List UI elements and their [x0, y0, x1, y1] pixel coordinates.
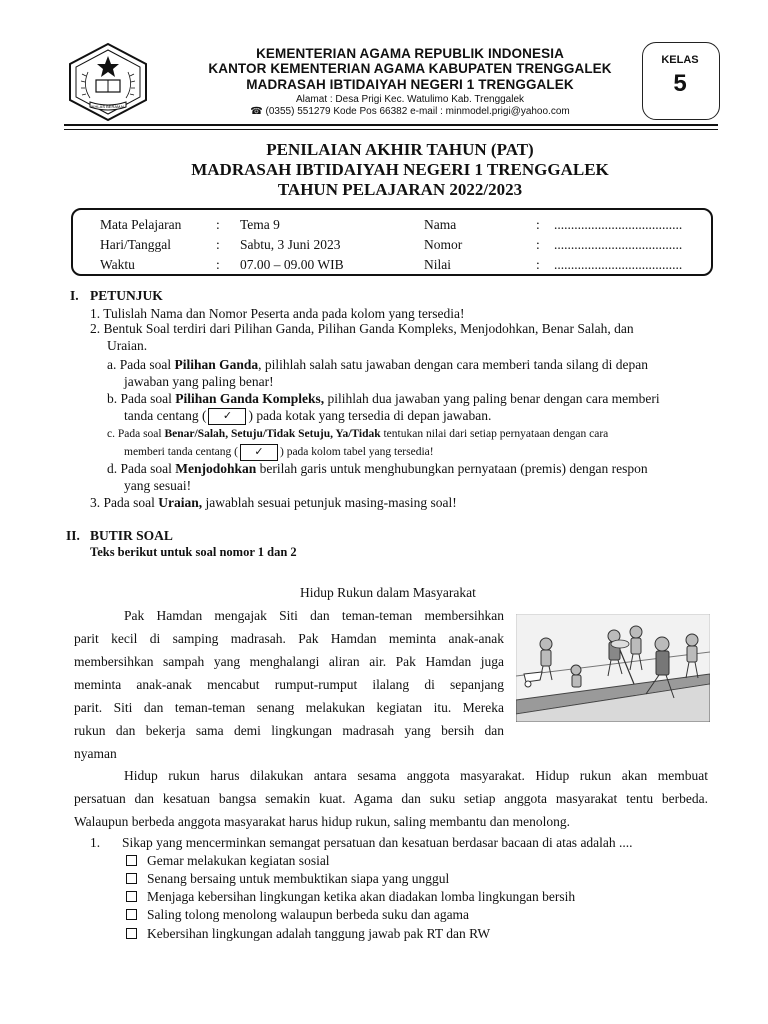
- number-field[interactable]: ......................................: [554, 237, 683, 252]
- instruction-2b-cont: [124, 408, 491, 425]
- instruction-bold: Pilihan Ganda Kompleks,: [175, 391, 325, 406]
- info-value-subject: Tema 9: [240, 217, 280, 232]
- answer-option[interactable]: [126, 871, 449, 887]
- header-office: KANTOR KEMENTERIAN AGAMA KABUPATEN TRENGGALEK: [208, 61, 612, 76]
- paragraph-line: rukun dan bekerja sama demi lingkungan madrasah yang bersih dan: [74, 723, 504, 738]
- instruction-2a-cont: jawaban yang paling benar!: [124, 374, 274, 389]
- option-text: Saling tolong menolong walaupun berbeda suku dan agama: [147, 907, 470, 922]
- answer-option[interactable]: [126, 926, 490, 942]
- instruction-text: pilihlah dua jawaban yang paling benar dengan cara memberi: [324, 391, 660, 406]
- instruction-text: a. Pada soal: [107, 357, 175, 372]
- checkmark-icon: ✓: [208, 408, 246, 425]
- paragraph-line: membersihkan sampah yang menghalangi aliran air. Pak Hamdan juga: [74, 654, 504, 669]
- question-number: 1.: [90, 835, 101, 850]
- name-field[interactable]: ......................................: [554, 217, 683, 232]
- instruction-text: d. Pada soal: [107, 461, 176, 476]
- kelas-value: 5: [673, 70, 687, 97]
- info-colon: :: [216, 237, 220, 252]
- paragraph-line: Hidup rukun harus dilakukan antara sesama anggota masyarakat. Hidup rukun akan membuat: [124, 768, 708, 783]
- kelas-label: KELAS: [661, 54, 699, 66]
- section-number: II.: [66, 528, 80, 543]
- info-colon: :: [216, 257, 220, 272]
- paragraph-line: nyaman: [74, 746, 117, 761]
- checkbox[interactable]: [126, 873, 137, 884]
- instruction-bold: Uraian,: [158, 495, 203, 510]
- instruction-text: , pilihlah salah satu jawaban dengan cara memberi tanda silang di depan: [258, 357, 649, 372]
- instruction-text: memberi tanda centang (: [124, 446, 238, 459]
- phone-icon: ☎: [250, 106, 263, 117]
- svg-text:IKHLAS BERAMAL: IKHLAS BERAMAL: [90, 104, 126, 109]
- reading-paragraph-1: [74, 604, 504, 765]
- info-label-score: Nilai: [424, 257, 451, 272]
- instruction-text: tentukan nilai dari setiap pernyataan dengan cara: [380, 428, 609, 440]
- checkbox[interactable]: [126, 928, 137, 939]
- answer-option[interactable]: [126, 889, 575, 905]
- paragraph-line: Pak Hamdan mengajak Siti dan teman-teman membersihkan: [124, 608, 504, 623]
- instruction-2-cont: Uraian.: [107, 338, 148, 353]
- option-text: Gemar melakukan kegiatan sosial: [147, 853, 330, 868]
- info-value-date: Sabtu, 3 Juni 2023: [240, 237, 341, 252]
- header-contact: [160, 106, 660, 117]
- instruction-bold: Benar/Salah, Setuju/Tidak Setuju, Ya/Tidak: [164, 428, 381, 440]
- checkbox[interactable]: [126, 909, 137, 920]
- info-colon: :: [536, 217, 540, 232]
- answer-option[interactable]: [126, 907, 469, 923]
- option-text: Menjaga kebersihan lingkungan ketika akan diadakan lomba lingkungan bersih: [147, 889, 576, 904]
- instruction-2c-cont: [124, 444, 434, 461]
- section-number: I.: [70, 288, 79, 303]
- option-text: Senang bersaing untuk membuktikan siapa yang unggul: [147, 871, 450, 886]
- instruction-text: tanda centang (: [124, 408, 207, 423]
- info-colon: :: [536, 257, 540, 272]
- instruction-3: [90, 495, 457, 511]
- instruction-text: 3. Pada soal: [90, 495, 159, 510]
- instruction-bold: Pilihan Ganda: [174, 357, 259, 372]
- instruction-2c: [107, 428, 608, 440]
- checkbox[interactable]: [126, 855, 137, 866]
- reading-paragraph-2: [74, 764, 708, 833]
- reading-title: Hidup Rukun dalam Masyarakat: [300, 585, 476, 600]
- instruction-2d-cont: yang sesuai!: [124, 478, 192, 493]
- header-contact-text: (0355) 551279 Kode Pos 66382 e-mail : minmodel.prigi@yahoo.com: [265, 106, 570, 117]
- reading-subheading: Teks berikut untuk soal nomor 1 dan 2: [90, 545, 297, 559]
- exam-school: MADRASAH IBTIDAIYAH NEGERI 1 TRENGGALEK: [191, 160, 609, 179]
- option-text: Kebersihan lingkungan adalah tanggung jawab pak RT dan RW: [147, 926, 491, 941]
- info-colon: :: [536, 237, 540, 252]
- children-cleaning-ditch-illustration-icon: [516, 614, 710, 722]
- instruction-text: ) pada kotak yang tersedia di depan jawaban.: [248, 408, 492, 423]
- header-ministry: KEMENTERIAN AGAMA REPUBLIK INDONESIA: [256, 46, 564, 61]
- info-label-number: Nomor: [424, 237, 463, 252]
- paragraph-line: persatuan dan kesatuan bangsa semakin kuat. Agama dan suku setiap anggota masyarakat tentu berbeda.: [74, 791, 708, 806]
- instruction-2a: [107, 357, 648, 373]
- section-heading-butir-soal: BUTIR SOAL: [90, 528, 173, 543]
- score-field[interactable]: ......................................: [554, 257, 683, 272]
- info-value-time: 07.00 – 09.00 WIB: [240, 257, 344, 272]
- header-rule-thick: [64, 124, 718, 126]
- info-label-name: Nama: [424, 217, 457, 232]
- header-rule-thin: [64, 129, 718, 130]
- instruction-text: c. Pada soal: [107, 428, 165, 440]
- instruction-2d: [107, 461, 648, 477]
- exam-title: PENILAIAN AKHIR TAHUN (PAT): [266, 140, 534, 159]
- instruction-2: 2. Bentuk Soal terdiri dari Pilihan Ganda, Pilihan Ganda Kompleks, Menjodohkan, Benar Salah, dan: [90, 321, 634, 336]
- paragraph-line: meminta anak-anak mencabut rumput-rumput ilalang di sepanjang: [74, 677, 504, 692]
- section-heading-petunjuk: PETUNJUK: [90, 288, 163, 303]
- instruction-1: 1. Tulislah Nama dan Nomor Peserta anda pada kolom yang tersedia!: [90, 306, 465, 321]
- kemenag-emblem-icon: [64, 42, 152, 122]
- header-school: MADRASAH IBTIDAIYAH NEGERI 1 TRENGGALEK: [246, 77, 574, 92]
- instruction-2b: [107, 391, 660, 407]
- answer-option[interactable]: [126, 853, 330, 869]
- question-text: Sikap yang mencerminkan semangat persatuan dan kesatuan berdasar bacaan di atas adalah ....: [122, 835, 633, 850]
- exam-year: TAHUN PELAJARAN 2022/2023: [277, 180, 523, 199]
- instruction-text: berilah garis untuk menghubungkan pernyataan (premis) dengan respon: [256, 461, 648, 476]
- instruction-text: jawablah sesuai petunjuk masing-masing soal!: [202, 495, 457, 510]
- paragraph-line: Walaupun berbeda anggota masyarakat harus hidup rukun, saling membantu dan menolong.: [74, 814, 571, 829]
- paragraph-line: parit. Siti dan teman-teman senang melakukan kegiatan itu. Mereka: [74, 700, 504, 715]
- info-label-date: Hari/Tanggal: [100, 237, 172, 252]
- instruction-text: ) pada kolom tabel yang tersedia!: [280, 446, 434, 459]
- info-colon: :: [216, 217, 220, 232]
- checkbox[interactable]: [126, 891, 137, 902]
- header-address: Alamat : Desa Prigi Kec. Watulimo Kab. Trenggalek: [295, 94, 525, 105]
- info-label-subject: Mata Pelajaran: [100, 217, 182, 232]
- instruction-text: b. Pada soal: [107, 391, 176, 406]
- paragraph-line: parit kecil di samping madrasah. Pak Hamdan meminta anak-anak: [74, 631, 504, 646]
- instruction-bold: Menjodohkan: [175, 461, 257, 476]
- info-label-time: Waktu: [100, 257, 135, 272]
- checkmark-icon: ✓: [240, 444, 278, 461]
